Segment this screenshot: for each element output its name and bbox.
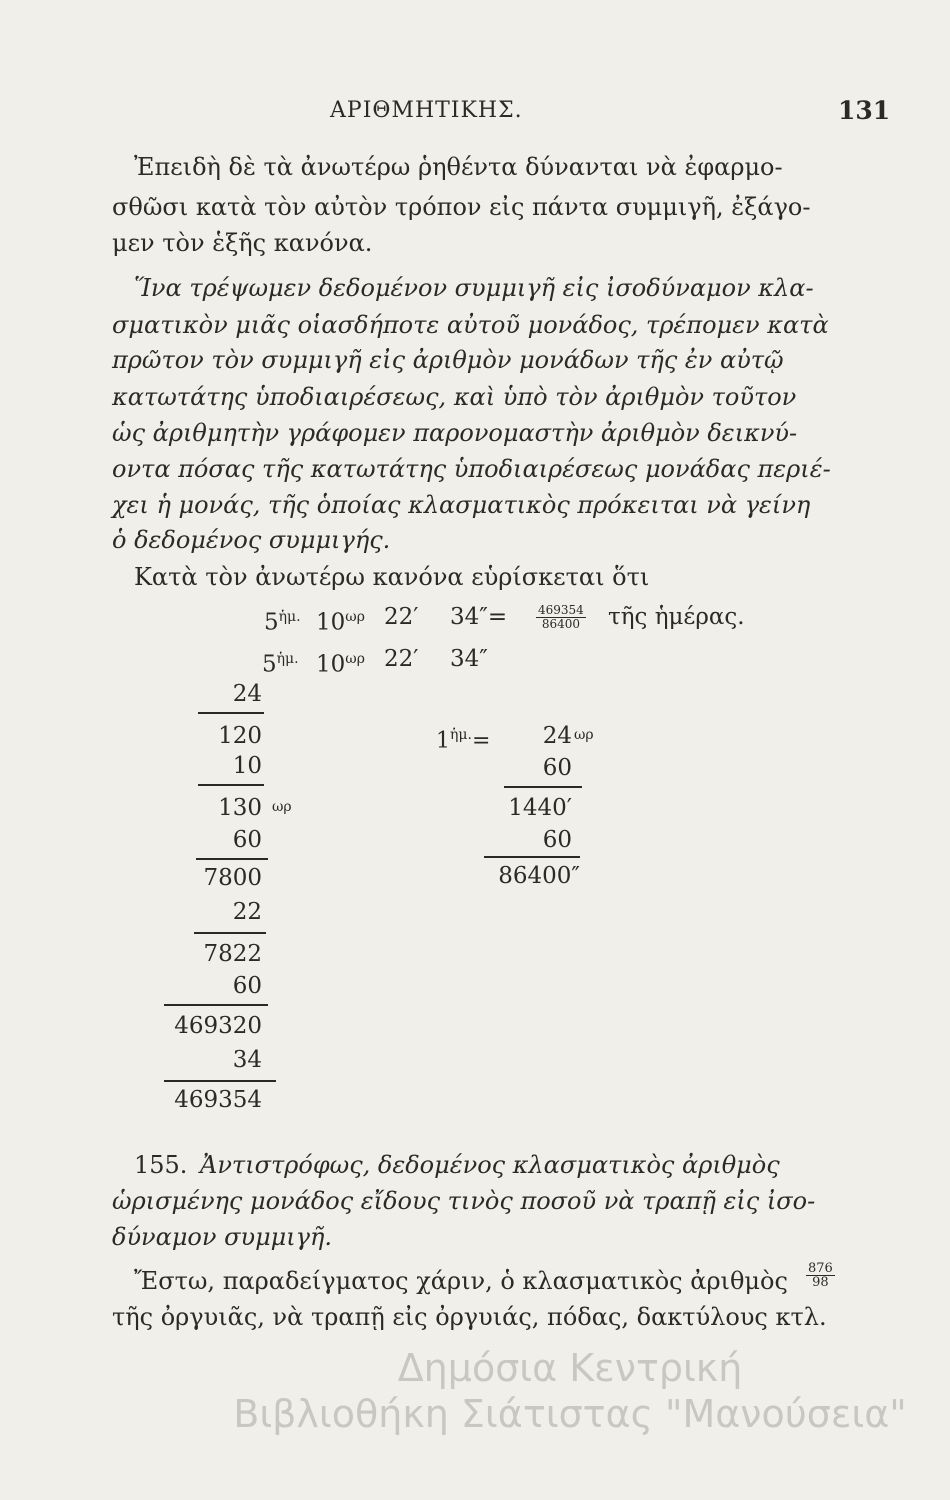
result-intro: Κατὰ τὸν ἀνωτέρω κανόνα εὑρίσκεται ὅτι (134, 563, 650, 591)
section-line: Ἀντιστρόφως, δεδομένος κλασματικὸς ἀριθμὸς (200, 1151, 780, 1179)
rule-line: Ἵνα τρέψωμεν δεδομένον συμμιγῆ εἰς ἰσοδύναμον κλα- (134, 274, 814, 302)
restate-hours-value: 10 (316, 651, 346, 678)
example-denominator: 98 (812, 1275, 829, 1290)
right-rule (504, 786, 582, 788)
restate-days-unit: ἡμ. (276, 651, 299, 667)
page-number: 131 (838, 96, 891, 125)
right-lhs-value: 1 (436, 728, 450, 754)
example-fraction (806, 1262, 835, 1289)
library-watermark-line: Δημόσια Κεντρική (397, 1346, 743, 1390)
calc-rule (198, 784, 264, 786)
rule-line: οντα πόσας τῆς κατωτάτης ὑποδιαιρέσεως μονάδας περιέ- (112, 455, 831, 483)
fraction-denominator: 86400 (541, 617, 580, 631)
equation-days-value: 5 (264, 609, 279, 636)
right-row: 86400″ (498, 863, 580, 889)
rule-line: κατωτάτης ὑποδιαιρέσεως, καὶ ὑπὸ τὸν ἀριθμὸν τοῦτον (112, 383, 797, 411)
calc-row: 7822 (203, 941, 262, 967)
example-line: τῆς ὀργυιᾶς, νὰ τραπῇ εἰς ὀργυιάς, πόδας, δακτύλους κτλ. (112, 1303, 827, 1331)
fraction-numerator: 469354 (538, 603, 584, 617)
equation-minutes: 22′ (384, 604, 419, 630)
rule-line: ὁ δεδομένος συμμιγής. (112, 526, 391, 554)
rule-line: πρῶτον τὸν συμμιγῆ εἰς ἀριθμὸν μονάδων τῆς ἐν αὐτῷ (112, 346, 784, 374)
calc-row: 60 (232, 973, 262, 999)
library-watermark-line: Βιβλιοθήκη Σιάτιστας "Μανούσεια" (233, 1392, 907, 1436)
intro-line: Ἐπειδὴ δὲ τὰ ἀνωτέρω ῥηθέντα δύνανται νὰ ἐφαρμο- (134, 153, 783, 181)
right-unit: ωρ (574, 727, 594, 743)
restate-seconds: 34″ (450, 646, 488, 672)
intro-line: μεν τὸν ἑξῆς κανόνα. (112, 229, 373, 257)
section-number: 155. (134, 1151, 188, 1179)
calc-row: 120 (218, 723, 262, 749)
calc-unit: ωρ (272, 799, 292, 815)
right-row: 60 (542, 755, 572, 781)
equation-days-unit: ἡμ. (278, 609, 301, 625)
example-line: Ἔστω, παραδείγματος χάριν, ὁ κλασματικὸς ἀριθμὸς (134, 1267, 788, 1295)
equation-hours-value: 10 (316, 609, 346, 636)
example-numerator: 876 (808, 1261, 833, 1276)
calc-row: 60 (232, 827, 262, 853)
rule-line: ὡς ἀριθμητὴν γράφομεν παρονομαστὴν ἀριθμὸν δεικνύ- (112, 419, 798, 447)
restate-days (262, 644, 299, 680)
intro-line: σθῶσι κατὰ τὸν αὐτὸν τρόπον εἰς πάντα συμμιγῆ, ἐξάγο- (112, 193, 811, 221)
section-line: δύναμον συμμιγῆ. (112, 1223, 333, 1251)
equation-fraction (536, 604, 586, 631)
calc-rule (164, 1004, 268, 1006)
restate-hours (316, 644, 365, 680)
right-eq: = (471, 728, 491, 754)
calc-row: 34 (232, 1047, 262, 1073)
equation-hours (316, 602, 365, 638)
calc-rule (164, 1080, 276, 1082)
calc-row: 130 (218, 795, 262, 821)
right-row: 1440′ (508, 795, 572, 821)
rule-line: χει ἡ μονάς, τῆς ὁποίας κλασματικὸς πρόκειται νὰ γείνη (112, 491, 811, 519)
right-row: 24 (542, 723, 572, 749)
calc-rule (196, 858, 268, 860)
calc-row: 10 (232, 753, 262, 779)
equation-days (264, 602, 301, 638)
calc-rule (194, 932, 266, 934)
restate-minutes: 22′ (384, 646, 419, 672)
equation-seconds: 34″= (450, 604, 508, 630)
calc-row: 24 (232, 681, 262, 707)
rule-line: σματικὸν μιᾶς οἱασδήποτε αὐτοῦ μονάδος, τρέπομεν κατὰ (112, 311, 829, 339)
equation-tail: τῆς ἡμέρας. (608, 604, 745, 630)
section-line: ὡρισμένης μονάδος εἴδους τινὸς ποσοῦ νὰ τραπῇ εἰς ἰσο- (112, 1187, 816, 1215)
right-lhs-unit: ἡμ. (450, 727, 472, 743)
running-head: ΑΡΙΘΜΗΤΙΚΗΣ. (330, 98, 523, 123)
restate-hours-unit: ωρ (345, 651, 365, 667)
calc-row: 7800 (203, 865, 262, 891)
right-row: 60 (542, 827, 572, 853)
equation-hours-unit: ωρ (345, 609, 365, 625)
calc-rule (198, 712, 264, 714)
calc-row: 469320 (174, 1013, 262, 1039)
calc-row: 22 (232, 899, 262, 925)
restate-days-value: 5 (262, 651, 277, 678)
calc-row: 469354 (174, 1087, 262, 1113)
right-rule (484, 856, 580, 858)
right-lhs (436, 720, 490, 756)
